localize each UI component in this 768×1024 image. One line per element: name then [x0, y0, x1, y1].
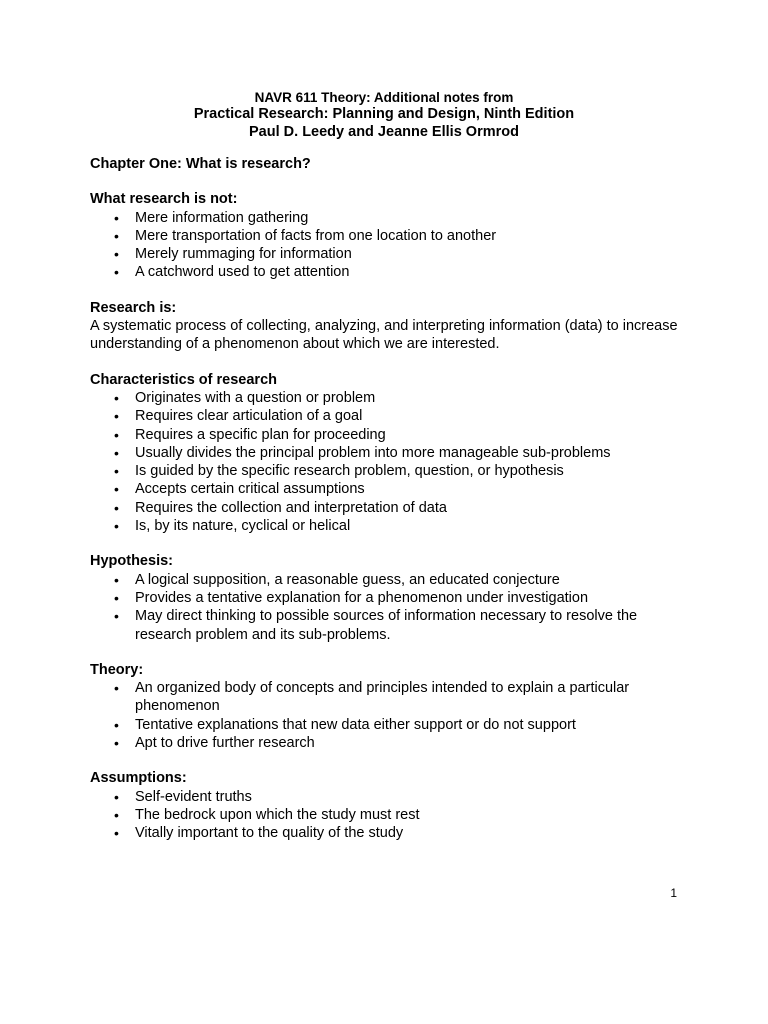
bullet-icon: • [114, 209, 119, 226]
list-item [90, 499, 690, 517]
list-item-text: Is guided by the specific research problem, question, or hypothesis [135, 463, 564, 480]
bullet-icon: • [114, 680, 119, 697]
list-item-text: Apt to drive further research [135, 735, 315, 752]
list-item-text: Originates with a question or problem [135, 389, 376, 406]
list-item-text: Requires a specific plan for proceeding [135, 426, 386, 443]
list-item-text: Self-evident truths [135, 788, 252, 805]
not-research-section [90, 190, 690, 281]
list-item-text: Tentative explanations that new data either support or do not support [135, 716, 576, 733]
not-research-heading: What research is not: [90, 191, 238, 208]
bullet-icon: • [114, 408, 119, 425]
list-item [90, 517, 690, 535]
list-item [90, 589, 690, 607]
bullet-icon: • [114, 735, 119, 752]
title-block [0, 89, 768, 141]
hypothesis-heading: Hypothesis: [90, 553, 173, 570]
bullet-icon: • [114, 608, 119, 625]
hypothesis-list [90, 571, 690, 644]
characteristics-heading: Characteristics of research [90, 371, 277, 388]
list-item-text: A logical supposition, a reasonable guess, an educated conjecture [135, 571, 560, 588]
list-item-text: Mere transportation of facts from one location to another [135, 227, 497, 244]
list-item [90, 806, 690, 824]
theory-list [90, 679, 690, 752]
theory-section [90, 661, 690, 752]
bullet-icon: • [114, 518, 119, 535]
list-item-text: Requires clear articulation of a goal [135, 408, 363, 425]
list-item [90, 824, 690, 842]
list-item-text: Vitally important to the quality of the study [135, 825, 404, 842]
course-title: NAVR 611 Theory: Additional notes from [254, 90, 514, 105]
list-item [90, 788, 690, 806]
bullet-icon: • [114, 227, 119, 244]
list-item [90, 444, 690, 462]
list-item [90, 245, 690, 263]
bullet-icon: • [114, 499, 119, 516]
list-item [90, 426, 690, 444]
research-is-heading: Research is: [90, 299, 177, 316]
assumptions-heading: Assumptions: [90, 770, 187, 787]
list-item-text: Mere information gathering [135, 209, 309, 226]
list-item [90, 679, 690, 716]
chapter-heading: Chapter One: What is research? [90, 156, 311, 172]
characteristics-list [90, 389, 690, 535]
bullet-icon: • [114, 264, 119, 281]
research-is-section [90, 299, 690, 354]
bullet-icon: • [114, 481, 119, 498]
list-item [90, 462, 690, 480]
theory-heading: Theory: [90, 661, 144, 678]
list-item [90, 734, 690, 752]
bullet-icon: • [114, 571, 119, 588]
bullet-icon: • [114, 589, 119, 606]
list-item-text: A catchword used to get attention [135, 264, 350, 281]
bullet-icon: • [114, 426, 119, 443]
document-body [90, 155, 690, 860]
assumptions-section [90, 769, 690, 842]
hypothesis-section [90, 552, 690, 643]
bullet-icon: • [114, 463, 119, 480]
bullet-icon: • [114, 716, 119, 733]
research-definition: A systematic process of collecting, analyzing, and interpreting information (data) to increase understanding of a phenomenon about which we are interested. [90, 318, 678, 353]
list-item [90, 263, 690, 281]
list-item-text: Is, by its nature, cyclical or helical [135, 518, 351, 535]
page-number: 1 [670, 886, 677, 900]
not-research-list [90, 209, 690, 282]
bullet-icon: • [114, 788, 119, 805]
assumptions-list [90, 788, 690, 843]
chapter-section [90, 155, 690, 173]
bullet-icon: • [114, 389, 119, 406]
list-item-text: May direct thinking to possible sources of information necessary to resolve the research problem and its sub-problems. [135, 608, 638, 643]
bullet-icon: • [114, 806, 119, 823]
list-item-text: The bedrock upon which the study must rest [135, 806, 420, 823]
list-item-text: Usually divides the principal problem into more manageable sub-problems [135, 444, 611, 461]
list-item [90, 209, 690, 227]
book-title: Practical Research: Planning and Design, Ninth Edition [193, 106, 575, 122]
list-item [90, 480, 690, 498]
characteristics-section [90, 371, 690, 536]
list-item-text: Provides a tentative explanation for a phenomenon under investigation [135, 589, 589, 606]
list-item [90, 716, 690, 734]
list-item [90, 407, 690, 425]
list-item [90, 227, 690, 245]
bullet-icon: • [114, 825, 119, 842]
book-authors: Paul D. Leedy and Jeanne Ellis Ormrod [249, 123, 519, 140]
list-item-text: An organized body of concepts and principles intended to explain a particular phenomenon [135, 680, 630, 715]
list-item [90, 389, 690, 407]
bullet-icon: • [114, 246, 119, 263]
list-item [90, 571, 690, 589]
bullet-icon: • [114, 444, 119, 461]
list-item-text: Requires the collection and interpretation of data [135, 499, 447, 516]
list-item [90, 607, 690, 644]
list-item-text: Accepts certain critical assumptions [135, 481, 365, 498]
list-item-text: Merely rummaging for information [135, 246, 352, 263]
